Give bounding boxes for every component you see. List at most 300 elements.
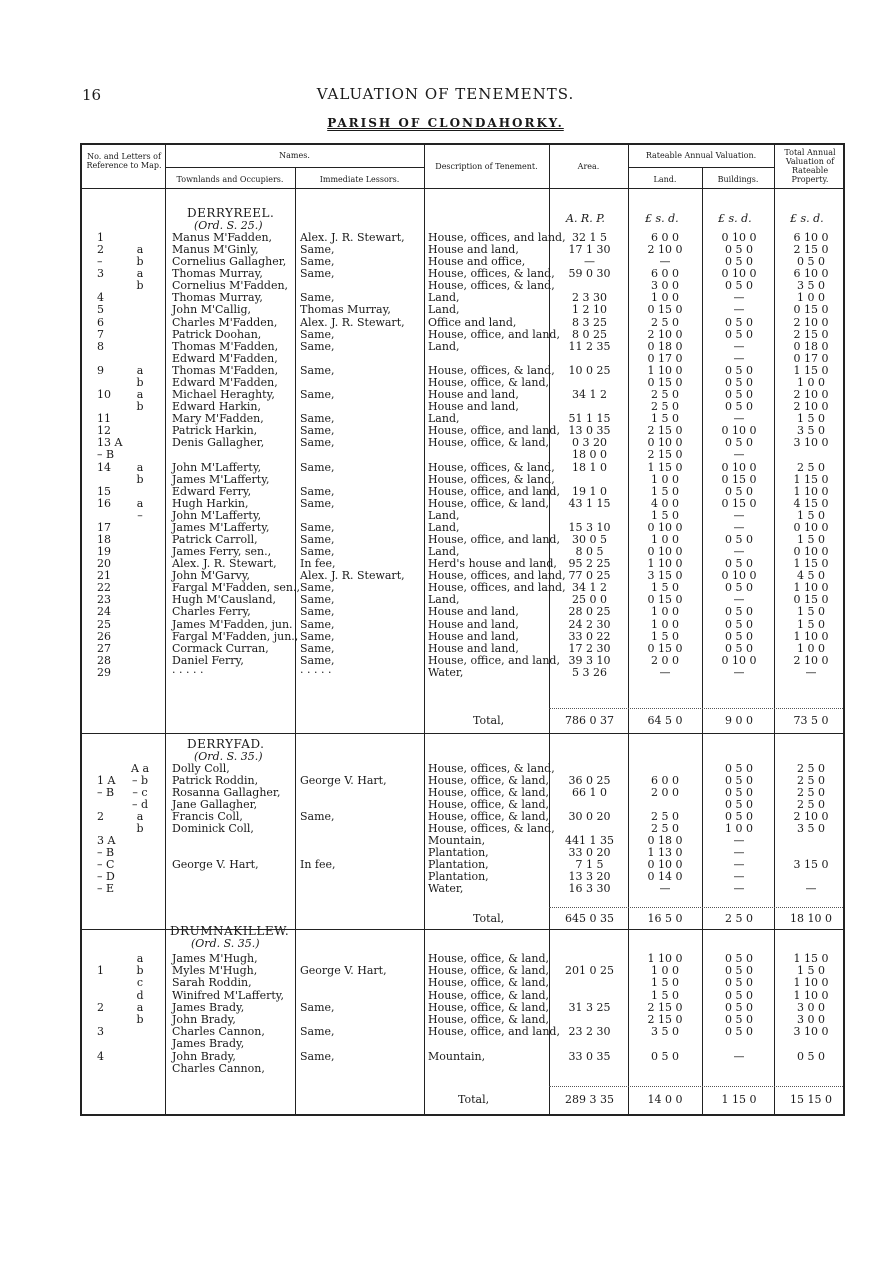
table-row xyxy=(0,631,891,642)
area: 30 0 20 xyxy=(568,810,611,823)
total-value: 1 15 0 xyxy=(793,363,829,377)
ref-number: 15 xyxy=(97,484,111,498)
ref-number: 2 xyxy=(97,810,104,823)
section-rule xyxy=(82,929,843,930)
lessor: Same, xyxy=(300,424,335,438)
buildings-value: 0 5 0 xyxy=(725,641,753,655)
buildings-value: 0 5 0 xyxy=(725,629,753,643)
description: House, office, and land, xyxy=(428,327,560,341)
ref-number: 10 xyxy=(97,388,111,402)
ref-letter: A a xyxy=(131,762,149,775)
description: House, offices, & land, xyxy=(428,472,555,486)
land-value: 1 5 0 xyxy=(651,988,679,1002)
townland-heading: DERRYREEL. xyxy=(187,206,275,220)
lessor: Same, xyxy=(300,629,335,643)
land-value: 1 5 0 xyxy=(651,508,679,522)
total-value: 2 10 0 xyxy=(793,810,829,823)
total-buildings: 2 5 0 xyxy=(725,912,753,925)
table-row xyxy=(0,1002,891,1013)
area: 34 1 2 xyxy=(572,581,607,595)
occupier: James M'Hugh, xyxy=(172,952,258,965)
ref-number: – B xyxy=(97,448,115,462)
occupier: James M'Lafferty, xyxy=(172,472,270,486)
occupier: Fargal M'Fadden, sen., xyxy=(172,581,300,595)
occupier: Thomas M'Fadden, xyxy=(172,363,279,377)
land-value: 2 0 0 xyxy=(651,786,679,799)
buildings-value: 0 5 0 xyxy=(725,279,753,293)
total-value: 1 10 0 xyxy=(793,581,829,595)
lessor: In fee, xyxy=(300,858,336,871)
total-value: 3 5 0 xyxy=(797,424,825,438)
area: 1 2 10 xyxy=(572,303,607,317)
description: House, office, and land, xyxy=(428,653,560,667)
lessor: Same, xyxy=(300,291,335,305)
total-value: 2 5 0 xyxy=(797,460,825,474)
area: 66 1 0 xyxy=(572,786,607,799)
land-value: 0 10 0 xyxy=(647,436,683,450)
ref-number: – C xyxy=(97,858,115,871)
occupier: Edward M'Fadden, xyxy=(172,375,278,389)
lessor: Same, xyxy=(300,533,335,546)
total-value: 1 10 0 xyxy=(793,976,829,990)
description: House, offices, & land, xyxy=(428,279,555,293)
ref-number: 27 xyxy=(97,641,111,655)
land-value: 1 5 0 xyxy=(651,581,679,595)
header-rule xyxy=(165,167,424,168)
description: House, office, & land, xyxy=(428,375,550,389)
table-row xyxy=(0,317,891,328)
land-value: 6 0 0 xyxy=(651,774,679,787)
table-row xyxy=(0,304,891,315)
description: Land, xyxy=(428,339,460,353)
table-row xyxy=(0,389,891,400)
land-value: 3 0 0 xyxy=(651,279,679,293)
ref-number: 6 xyxy=(97,315,104,329)
total-row xyxy=(0,913,891,924)
lessor: George V. Hart, xyxy=(300,774,387,787)
ref-letter: a xyxy=(136,388,144,402)
total-buildings: 9 0 0 xyxy=(725,714,753,727)
occupier: John M'Callig, xyxy=(172,303,252,317)
total-rule xyxy=(549,907,843,908)
ref-number: – xyxy=(97,255,103,269)
area: 17 1 30 xyxy=(568,243,611,257)
occupier: Sarah Roddin, xyxy=(172,976,252,990)
lessor: Same, xyxy=(300,581,335,595)
ref-number: 3 A xyxy=(97,834,116,847)
buildings-value: — xyxy=(733,846,745,859)
total-value: 1 0 0 xyxy=(797,641,825,655)
buildings-value: — xyxy=(733,545,745,559)
total-value: 6 10 0 xyxy=(793,267,829,281)
ref-number: 13 A xyxy=(97,436,123,450)
land-value: — xyxy=(659,255,671,269)
total-value: 1 5 0 xyxy=(797,605,825,619)
ref-number: 18 xyxy=(97,533,111,546)
buildings-value: 0 10 0 xyxy=(721,267,757,281)
lessor: Same, xyxy=(300,327,335,341)
occupier: Denis Gallagher, xyxy=(172,436,265,450)
table-row xyxy=(0,365,891,376)
townland-heading: DERRYFAD. xyxy=(187,737,265,751)
table-row xyxy=(0,510,891,521)
ref-letter: a xyxy=(136,810,144,823)
table-row xyxy=(0,377,891,388)
lessor: Same, xyxy=(300,243,335,257)
total-value: 4 15 0 xyxy=(793,496,829,510)
occupier: George V. Hart, xyxy=(172,858,259,871)
description: Water, xyxy=(428,665,464,679)
table-row xyxy=(0,1026,891,1037)
occupier: James M'Fadden, jun. xyxy=(172,617,293,631)
ref-number: 14 xyxy=(97,460,111,474)
total-area: 289 3 35 xyxy=(565,1093,614,1106)
land-value: 1 5 0 xyxy=(651,484,679,498)
ref-number: 16 xyxy=(97,496,111,510)
ref-number: 29 xyxy=(97,665,111,679)
total-area: 645 0 35 xyxy=(565,912,614,925)
total-land: 64 5 0 xyxy=(647,714,683,727)
description: House and land, xyxy=(428,629,519,643)
total-value: 1 5 0 xyxy=(797,964,825,978)
table-row xyxy=(0,582,891,593)
lessor: Same, xyxy=(300,339,335,353)
lessor: Same, xyxy=(300,388,335,402)
land-value: 0 15 0 xyxy=(647,375,683,389)
ref-number: 1 xyxy=(97,964,104,978)
buildings-value: 0 5 0 xyxy=(725,952,753,965)
ref-number: 9 xyxy=(97,363,104,377)
table-row xyxy=(0,486,891,497)
occupier: James Brady, xyxy=(172,1037,245,1051)
description: House, office, and land, xyxy=(428,424,560,438)
table-row xyxy=(0,558,891,569)
ordnance-sheet: (Ord. S. 35.) xyxy=(191,937,260,950)
description: House, office, and land, xyxy=(428,533,560,546)
total-value: 3 0 0 xyxy=(797,1013,825,1026)
description: Water, xyxy=(428,882,464,895)
table-row xyxy=(0,268,891,279)
total-rule xyxy=(549,708,843,709)
table-row xyxy=(0,871,891,882)
ref-number: 2 xyxy=(97,243,104,257)
description: Land, xyxy=(428,412,460,426)
buildings-value: 0 5 0 xyxy=(725,533,753,546)
total-land: 14 0 0 xyxy=(647,1093,683,1106)
buildings-value: 0 10 0 xyxy=(721,424,757,438)
ref-number: 20 xyxy=(97,557,111,571)
description: House, office, & land, xyxy=(428,964,550,978)
occupier: Rosanna Gallagher, xyxy=(172,786,281,799)
table-row xyxy=(0,775,891,786)
ref-number: 17 xyxy=(97,520,111,534)
ref-letter: b xyxy=(136,375,144,389)
occupier: James M'Lafferty, xyxy=(172,520,270,534)
total-value: 3 10 0 xyxy=(793,436,829,450)
description: House and land, xyxy=(428,617,519,631)
table-row xyxy=(0,425,891,436)
total-row xyxy=(0,715,891,726)
buildings-value: 0 5 0 xyxy=(725,255,753,269)
page-number: 16 xyxy=(82,86,102,104)
total-value: 1 5 0 xyxy=(797,533,825,546)
total-value: 0 10 0 xyxy=(793,545,829,559)
occupier: John M'Lafferty, xyxy=(172,460,262,474)
occupier: Charles Cannon, xyxy=(172,1061,265,1075)
description: Land, xyxy=(428,508,460,522)
area: 18 1 0 xyxy=(572,460,607,474)
lessor: Alex. J. R. Stewart, xyxy=(300,569,405,583)
description: Plantation, xyxy=(428,858,489,871)
total-value: 1 10 0 xyxy=(793,629,829,643)
occupier: Francis Coll, xyxy=(172,810,243,823)
header-rule xyxy=(628,167,774,168)
description: House and office, xyxy=(428,255,526,269)
header-description: Description of Tenement. xyxy=(435,162,538,171)
occupier: Myles M'Hugh, xyxy=(172,964,258,978)
total-valuation: 18 10 0 xyxy=(790,912,832,925)
buildings-units: £ s. d. xyxy=(718,212,752,225)
ref-number: 5 xyxy=(97,303,104,317)
occupier: Charles Cannon, xyxy=(172,1025,265,1039)
occupier: Daniel Ferry, xyxy=(172,653,244,667)
total-value: 0 5 0 xyxy=(797,1049,825,1063)
ref-letter: a xyxy=(136,363,144,377)
land-value: 0 15 0 xyxy=(647,641,683,655)
land-value: 4 0 0 xyxy=(651,496,679,510)
table-row xyxy=(0,353,891,364)
ref-letter: a xyxy=(136,243,144,257)
total-value: 1 15 0 xyxy=(793,557,829,571)
occupier: Patrick Harkin, xyxy=(172,424,258,438)
total-value: 1 15 0 xyxy=(793,472,829,486)
table-row xyxy=(0,787,891,798)
occupier: Manus M'Ginly, xyxy=(172,243,259,257)
table-row xyxy=(0,655,891,666)
buildings-value: 0 5 0 xyxy=(725,557,753,571)
ref-number: 25 xyxy=(97,617,111,631)
ref-letter: a xyxy=(136,952,144,965)
table-row xyxy=(0,1051,891,1062)
occupier: Hugh M'Causland, xyxy=(172,593,276,607)
ref-letter: a xyxy=(136,267,144,281)
ref-number: 26 xyxy=(97,629,111,643)
lessor: Same, xyxy=(300,496,335,510)
total-land: 16 5 0 xyxy=(647,912,683,925)
land-value: 2 5 0 xyxy=(651,810,679,823)
ref-number: 8 xyxy=(97,339,104,353)
total-buildings: 1 15 0 xyxy=(721,1093,757,1106)
lessor: In fee, xyxy=(300,557,336,571)
area: 32 1 5 xyxy=(572,231,607,244)
buildings-value: 0 5 0 xyxy=(725,617,753,631)
table-row xyxy=(0,498,891,509)
description: House, office, & land, xyxy=(428,952,550,965)
land-value: — xyxy=(659,882,671,895)
header-buildings: Buildings. xyxy=(717,175,759,184)
occupier: Hugh Harkin, xyxy=(172,496,249,510)
buildings-value: — xyxy=(733,520,745,534)
total-value: 0 18 0 xyxy=(793,339,829,353)
buildings-value: — xyxy=(733,665,745,679)
total-value: 0 10 0 xyxy=(793,520,829,534)
buildings-value: 0 5 0 xyxy=(725,964,753,978)
description: House, offices, and land, xyxy=(428,231,566,244)
area: 18 0 0 xyxy=(572,448,607,462)
total-value: 3 5 0 xyxy=(797,822,825,835)
total-value: 4 5 0 xyxy=(797,569,825,583)
description: House and land, xyxy=(428,641,519,655)
description: House and land, xyxy=(428,400,519,414)
buildings-value: 0 5 0 xyxy=(725,1013,753,1026)
total-valuation: 15 15 0 xyxy=(790,1093,832,1106)
ref-letter: a xyxy=(136,496,144,510)
ref-number: 3 xyxy=(97,267,104,281)
description: House, offices, & land, xyxy=(428,460,555,474)
buildings-value: — xyxy=(733,593,745,607)
header-lessors: Immediate Lessors. xyxy=(319,175,400,184)
buildings-value: 0 5 0 xyxy=(725,1000,753,1014)
occupier: Manus M'Fadden, xyxy=(172,231,273,244)
buildings-value: 0 15 0 xyxy=(721,496,757,510)
land-value: 2 15 0 xyxy=(647,448,683,462)
ref-letter: c xyxy=(136,976,144,990)
land-value: 1 13 0 xyxy=(647,846,683,859)
table-row xyxy=(0,280,891,291)
occupier: John Brady, xyxy=(172,1049,236,1063)
area: 30 0 5 xyxy=(572,533,607,546)
ref-letter: a xyxy=(136,1000,144,1014)
land-value: 2 15 0 xyxy=(647,1013,683,1026)
header-land: Land. xyxy=(653,175,677,184)
buildings-value: 0 5 0 xyxy=(725,363,753,377)
ref-letter: d xyxy=(136,988,144,1002)
total-units: £ s. d. xyxy=(790,212,824,225)
land-value: 2 15 0 xyxy=(647,1000,683,1014)
lessor: Thomas Murray, xyxy=(300,303,391,317)
table-row xyxy=(0,763,891,774)
land-value: 0 18 0 xyxy=(647,339,683,353)
total-value: 2 5 0 xyxy=(797,762,825,775)
table-row xyxy=(0,883,891,894)
occupier: John Brady, xyxy=(172,1013,236,1026)
occupier: Michael Heraghty, xyxy=(172,388,275,402)
land-value: 1 10 0 xyxy=(647,952,683,965)
description: House, offices, & land, xyxy=(428,363,555,377)
land-value: 1 0 0 xyxy=(651,605,679,619)
land-value: 1 5 0 xyxy=(651,629,679,643)
parish-title: PARISH OF CLONDAHORKY. xyxy=(327,116,564,130)
buildings-value: 0 10 0 xyxy=(721,460,757,474)
header-total: Total Annual Valuation of Rateable Property. xyxy=(784,148,836,184)
area: 8 0 5 xyxy=(575,545,604,559)
description: House, office, & land, xyxy=(428,496,550,510)
total-label: Total, xyxy=(473,714,505,727)
occupier: Edward Harkin, xyxy=(172,400,262,414)
header-rateable: Rateable Annual Valuation. xyxy=(645,151,757,160)
buildings-value: — xyxy=(733,858,745,871)
occupier: Cormack Curran, xyxy=(172,641,269,655)
ref-number: 3 xyxy=(97,1025,104,1039)
land-value: 1 0 0 xyxy=(651,472,679,486)
lessor: Alex. J. R. Stewart, xyxy=(300,315,405,329)
occupier: Thomas M'Fadden, xyxy=(172,339,279,353)
description: Mountain, xyxy=(428,834,486,847)
total-value: 0 15 0 xyxy=(793,303,829,317)
lessor: Same, xyxy=(300,605,335,619)
description: House, office, and land, xyxy=(428,1025,560,1039)
table-row xyxy=(0,534,891,545)
land-value: 0 18 0 xyxy=(647,834,683,847)
area: 15 3 10 xyxy=(568,520,611,534)
buildings-value: 0 5 0 xyxy=(725,375,753,389)
area: 59 0 30 xyxy=(568,267,611,281)
table-row xyxy=(0,546,891,557)
buildings-value: 0 5 0 xyxy=(725,436,753,450)
total-value: 1 10 0 xyxy=(793,988,829,1002)
buildings-value: — xyxy=(733,351,745,365)
ref-letter: – c xyxy=(132,786,148,799)
description: House, office, & land, xyxy=(428,988,550,1002)
lessor: Same, xyxy=(300,436,335,450)
area: 2 3 30 xyxy=(572,291,607,305)
description: House, office, and land, xyxy=(428,484,560,498)
ref-letter: b xyxy=(136,279,144,293)
ref-number: 1 A xyxy=(97,774,116,787)
occupier: Thomas Murray, xyxy=(172,291,263,305)
buildings-value: 0 5 0 xyxy=(725,400,753,414)
lessor: Same, xyxy=(300,653,335,667)
area: 5 3 26 xyxy=(572,665,607,679)
land-value: 2 5 0 xyxy=(651,315,679,329)
occupier: Winifred M'Lafferty, xyxy=(172,988,285,1002)
buildings-value: — xyxy=(733,339,745,353)
lessor: Same, xyxy=(300,520,335,534)
land-value: 1 0 0 xyxy=(651,533,679,546)
total-value: 1 0 0 xyxy=(797,291,825,305)
table-row xyxy=(0,437,891,448)
occupier: Patrick Carroll, xyxy=(172,533,258,546)
description: Land, xyxy=(428,593,460,607)
total-value: — xyxy=(805,882,817,895)
table-row xyxy=(0,1063,891,1074)
buildings-value: 0 5 0 xyxy=(725,774,753,787)
occupier: Patrick Doohan, xyxy=(172,327,262,341)
buildings-value: 1 0 0 xyxy=(725,822,753,835)
total-value: 1 5 0 xyxy=(797,412,825,426)
area: 31 3 25 xyxy=(568,1000,611,1014)
total-value: 6 10 0 xyxy=(793,231,829,244)
buildings-value: 0 5 0 xyxy=(725,243,753,257)
occupier: Cornelius M'Fadden, xyxy=(172,279,289,293)
ref-number: 24 xyxy=(97,605,111,619)
occupier: Dolly Coll, xyxy=(172,762,230,775)
land-value: 0 17 0 xyxy=(647,351,683,365)
buildings-value: 0 10 0 xyxy=(721,569,757,583)
occupier: James Brady, xyxy=(172,1000,245,1014)
area-units: A. R. P. xyxy=(566,212,605,225)
area: 11 2 35 xyxy=(568,339,611,353)
land-value: 2 15 0 xyxy=(647,424,683,438)
table-row xyxy=(0,474,891,485)
area: 28 0 25 xyxy=(568,605,611,619)
land-value: 0 5 0 xyxy=(651,1049,679,1063)
ref-letter: b xyxy=(136,1013,144,1026)
area: 0 3 20 xyxy=(572,436,607,450)
area: 17 2 30 xyxy=(568,641,611,655)
total-row xyxy=(0,1094,891,1105)
land-value: 2 5 0 xyxy=(651,400,679,414)
